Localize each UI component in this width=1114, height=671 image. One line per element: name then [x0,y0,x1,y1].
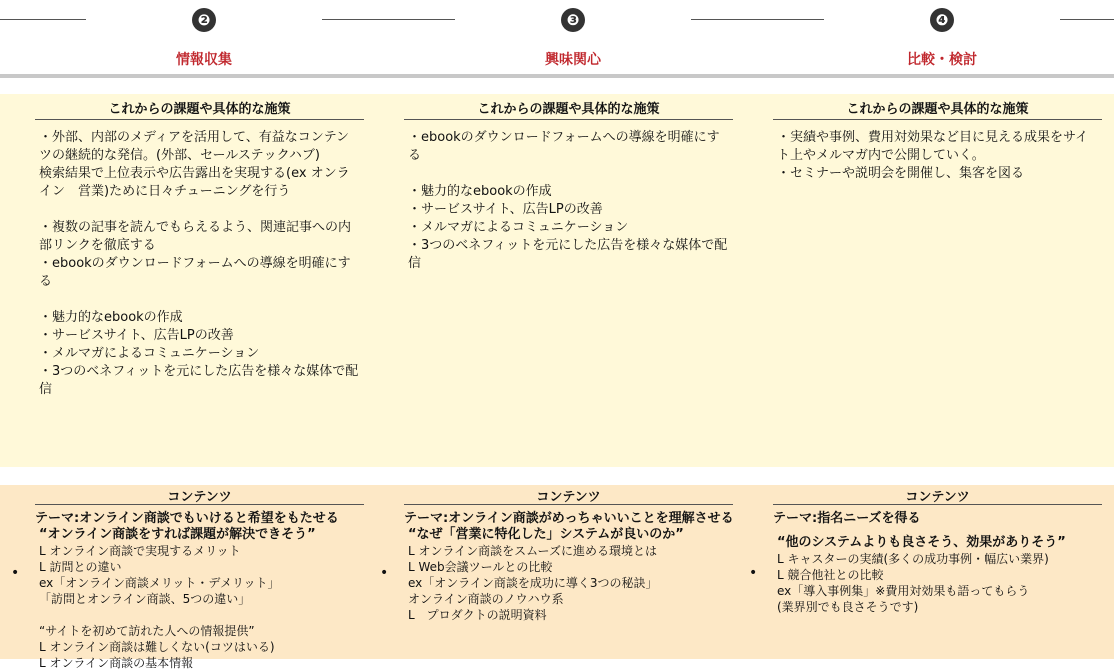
issues-text-1: ・外部、内部のメディアを活用して、有益なコンテンツの継続的な発信。(外部、セールステックハブ) 検索結果で上位表示や広告露出を実現する(ex オンライン 営業)ために日々チューニングを行う ・複数の記事を読んでもらえるよう、関連記事への内部リンクを徹底する ・ebookのダウンロードフォームへの導線を明確にする ・魅力的なebookの作成 ・サービスサイト、広告LPの改善 ・メルマガによるコミュニケーション ・3つのベネフィットを元にした広告を様々な媒体で配信 [39,130,359,397]
step-label-interest: 興味関心 [545,52,601,68]
step-label-info-gathering: 情報収集 [176,52,232,68]
contents-title-3: コンテンツ [905,490,970,505]
contents-headline-3: “他のシステムよりも良さそう、効果がありそう” [777,535,1066,550]
contents-lines-2: L オンライン商談をスムーズに進める環境とは L Web会議ツールとの比較 ex「オンライン商談を成功に導く3つの秘訣」 オンライン商談のノウハウ系 L プロダクトの説明資料 [408,544,658,622]
bullet-2: • [380,565,389,581]
bullet-3: • [749,565,758,581]
connector-line [1060,19,1114,20]
step-label-comparison: 比較・検討 [907,52,977,68]
contents-theme-1: テーマ:オンライン商談でもいけると希望をもたせる [35,504,364,526]
contents-section [0,485,1114,670]
contents-lines-1: L オンライン商談で実現するメリット L 訪問との違い ex「オンライン商談メリット・デメリット」 「訪問とオンライン商談、5つの違い」 “サイトを初めて訪れた人への情報提供” L オンライン商談は難しくない(コツはいる) L オンライン商談の基本情報 [39,544,280,670]
step-number-2: ❷ [192,8,216,32]
issues-title-3: これからの課題や具体的な施策 [773,98,1102,120]
issues-text-3: ・実績や事例、費用対効果など目に見える成果をサイト上やメルマガ内で公開していく。 ・セミナーや説明会を開催し、集客を図る [777,130,1089,181]
contents-theme-3: テーマ:指名ニーズを得る [773,504,1102,526]
issues-section [0,94,1114,467]
contents-title-2: コンテンツ [536,490,601,505]
step-number-4: ❹ [930,8,954,32]
contents-lines-3: L キャスターの実績(多くの成功事例・幅広い業界) L 競合他社との比較 ex「導入事例集」※費用対効果も語ってもらう (業界別でも良さそうです) [777,552,1049,614]
issues-text-2: ・ebookのダウンロードフォームへの導線を明確にする ・魅力的なebookの作成 ・サービスサイト、広告LPの改善 ・メルマガによるコミュニケーション ・3つのベネフィットを元にした広告を様々な媒体で配信 [408,130,728,271]
step-header [0,0,1114,74]
contents-theme-2: テーマ:オンライン商談がめっちゃいいことを理解させる [404,504,733,526]
connector-line [0,19,86,20]
issues-title-2: これからの課題や具体的な施策 [404,98,733,120]
connector-line [691,19,824,20]
bullet-1: • [11,565,20,581]
contents-title-1: コンテンツ [167,490,232,505]
contents-headline-2: “なぜ「営業に特化した」システムが良いのか” [408,527,684,542]
contents-headline-1: “オンライン商談をすれば課題が解決できそう” [39,527,316,542]
step-number-3: ❸ [561,8,585,32]
issues-title-1: これからの課題や具体的な施策 [35,98,364,120]
connector-line [322,19,455,20]
